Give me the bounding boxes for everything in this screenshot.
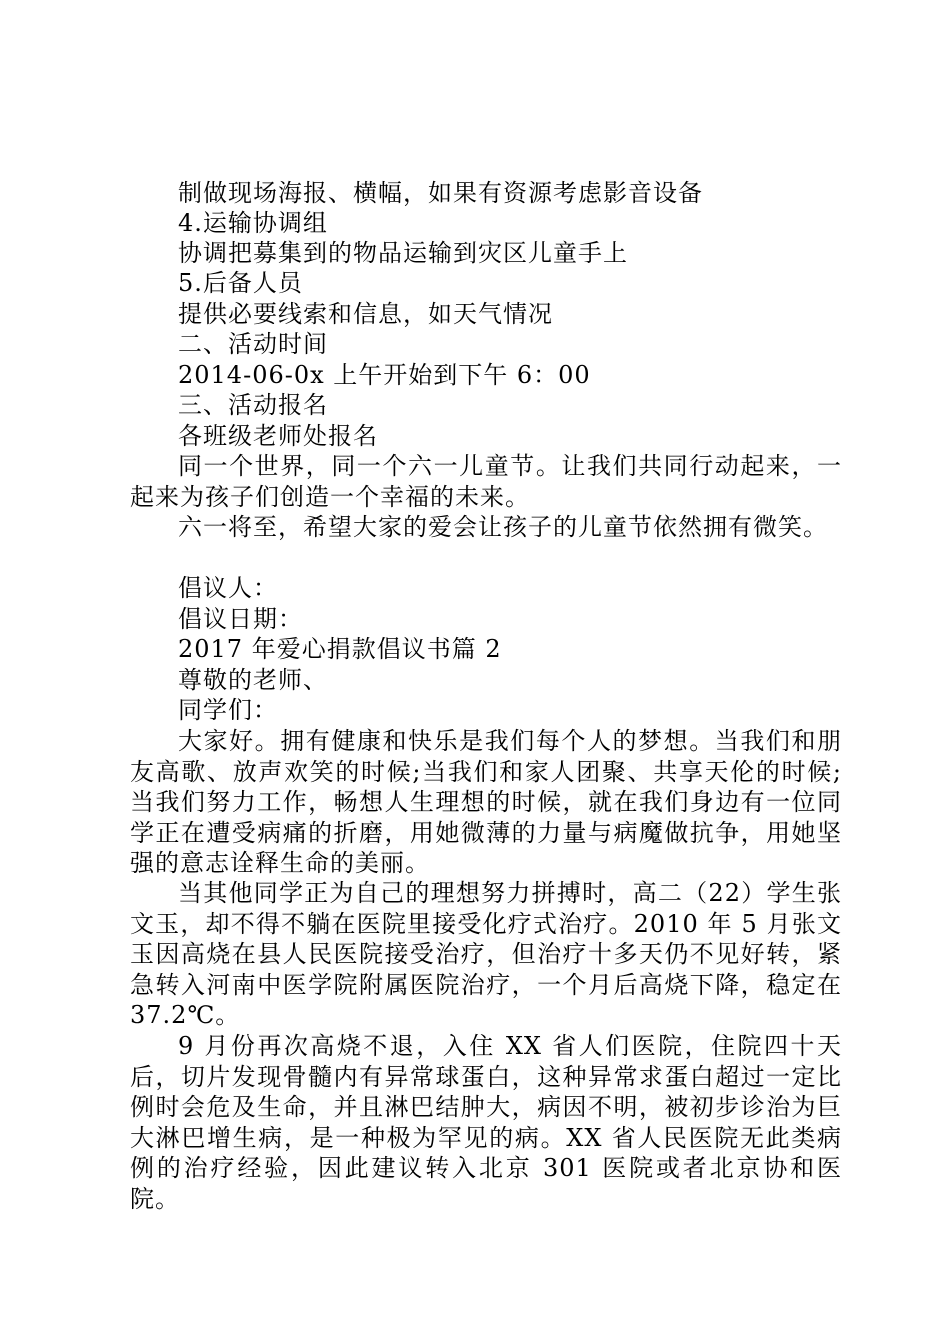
text-line: 2014-06-0x 上午开始到下午 6：00	[178, 361, 591, 389]
salutation: 尊敬的老师、	[178, 666, 328, 694]
document-title: 2017 年爱心捐款倡议书篇 2	[178, 635, 502, 663]
paragraph: 同一个世界，同一个六一儿童节。让我们共同行动起来，一起来为孩子们创造一个幸福的未来。	[130, 452, 842, 511]
salutation: 同学们：	[178, 696, 278, 724]
section-heading: 二、活动时间	[178, 330, 328, 358]
paragraph: 大家好。拥有健康和快乐是我们每个人的梦想。当我们和朋友高歌、放声欢笑的时候;当我们和家人团聚、共享天伦的时候;当我们努力工作，畅想人生理想的时候，就在我们身边有一位同学正在遭受病痛的折磨，用她微薄的力量与病魔做抗争，用她坚强的意志诠释生命的美丽。	[130, 727, 842, 877]
text-line: 提供必要线索和信息，如天气情况	[178, 300, 553, 328]
paragraph: 9 月份再次高烧不退，入住 XX 省人们医院，住院四十天后，切片发现骨髓内有异常球蛋白，这种异常求蛋白超过一定比例时会危及生命，并且淋巴结肿大，病因不明，被初步诊治为巨大淋巴增生病，是一种极为罕见的病。XX 省人民医院无此类病例的治疗经验，因此建议转入北京 301 医院或者北京协和医院。	[130, 1032, 842, 1213]
section-heading: 4.运输协调组	[178, 209, 328, 237]
section-heading: 5.后备人员	[178, 269, 303, 297]
text-line: 协调把募集到的物品运输到灾区儿童手上	[178, 239, 628, 267]
paragraph: 当其他同学正为自己的理想努力拼搏时，高二（22）学生张文玉，却不得不躺在医院里接受化疗式治疗。2010 年 5 月张文玉因高烧在县人民医院接受治疗，但治疗十多天仍不见好转，紧急转入河南中医学院附属医院治疗，一个月后高烧下降，稳定在 37.2℃。	[130, 879, 842, 1029]
date-label: 倡议日期：	[178, 605, 303, 633]
paragraph: 六一将至，希望大家的爱会让孩子的儿童节依然拥有微笑。	[178, 513, 828, 541]
text-line: 制做现场海报、横幅，如果有资源考虑影音设备	[178, 179, 703, 207]
section-heading: 三、活动报名	[178, 391, 328, 419]
text-line: 各班级老师处报名	[178, 422, 378, 450]
signer-label: 倡议人：	[178, 574, 278, 602]
